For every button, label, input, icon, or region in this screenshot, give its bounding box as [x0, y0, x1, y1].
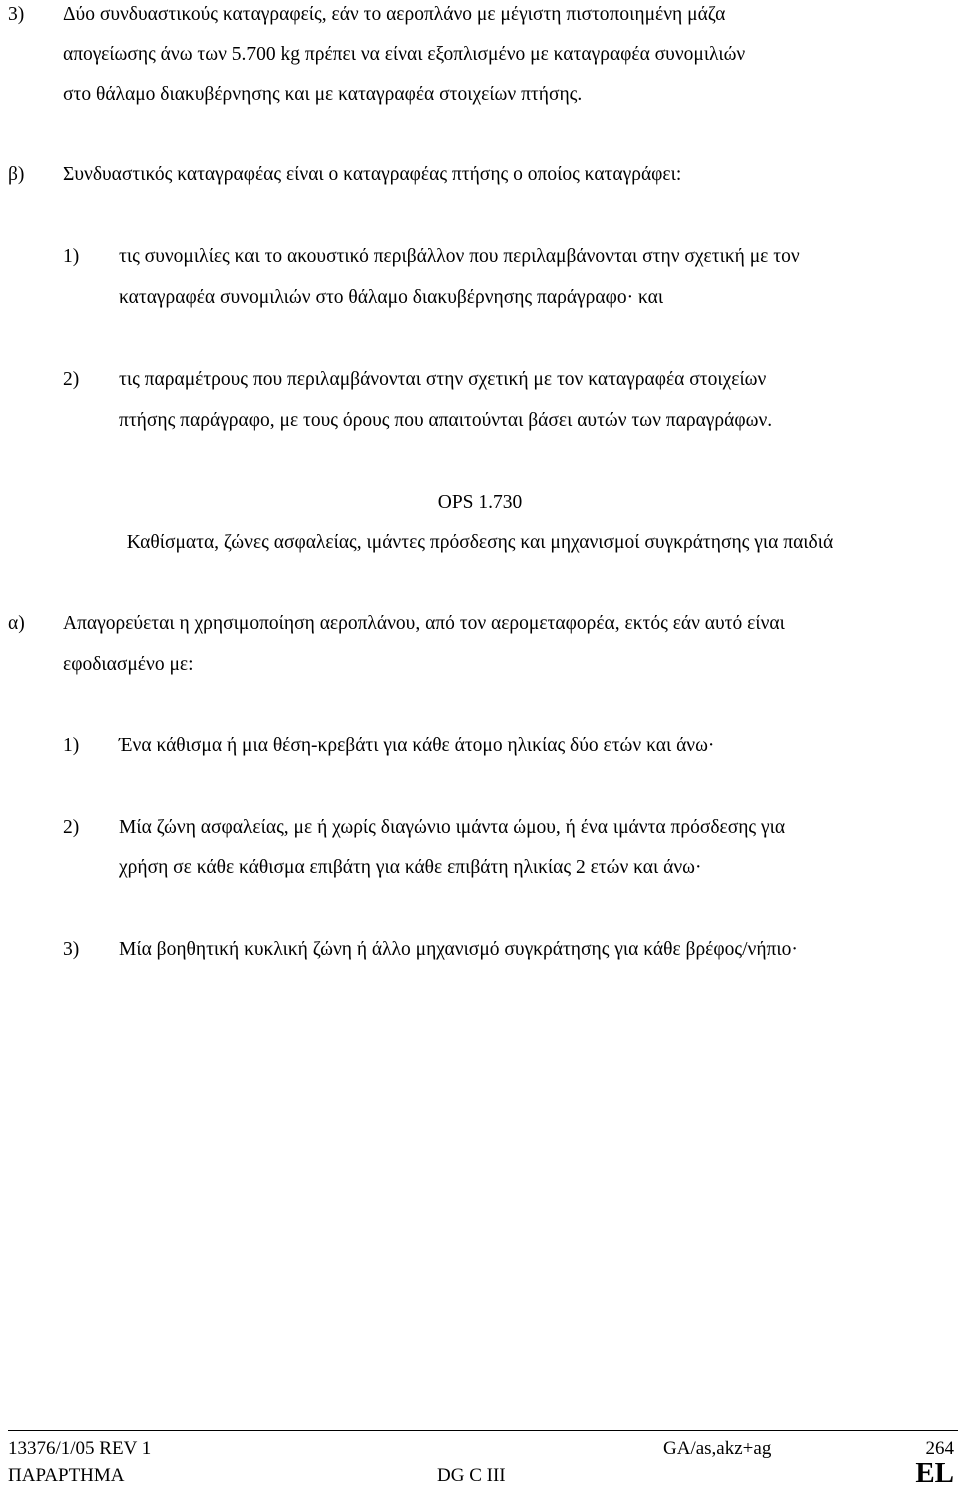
footer-page-number: 264: [925, 1438, 954, 1459]
item-label: 3): [8, 4, 25, 25]
footer-initials: GA/as,akz+ag: [663, 1438, 772, 1459]
paragraph-line: Συνδυαστικός καταγραφέας είναι ο καταγραφέας πτήσης ο οποίος καταγράφει:: [63, 164, 682, 185]
paragraph-line: Απαγορεύεται η χρησιμοποίηση αεροπλάνου, από τον αερομεταφορέα, εκτός εάν αυτό είναι: [63, 613, 785, 634]
paragraph-line: απογείωσης άνω των 5.700 kg πρέπει να είναι εξοπλισμένο με καταγραφέα συνομιλιών: [63, 44, 746, 65]
item-label: 2): [63, 369, 80, 390]
paragraph-line: Ένα κάθισμα ή μια θέση-κρεβάτι για κάθε άτομο ηλικίας δύο ετών και άνω·: [119, 735, 715, 756]
paragraph-line: Μία βοηθητική κυκλική ζώνη ή άλλο μηχανισμό συγκράτησης για κάθε βρέφος/νήπιο·: [119, 939, 798, 960]
paragraph-line: εφοδιασμένο με:: [63, 654, 194, 675]
item-label: 1): [63, 246, 80, 267]
paragraph-line: τις παραμέτρους που περιλαμβάνονται στην σχετική με τον καταγραφέα στοιχείων: [119, 369, 767, 390]
paragraph-line: Δύο συνδυαστικούς καταγραφείς, εάν το αεροπλάνο με μέγιστη πιστοποιημένη μάζα: [63, 4, 726, 25]
paragraph-line: καταγραφέα συνομιλιών στο θάλαμο διακυβέρνησης παράγραφο· και: [119, 287, 664, 308]
paragraph-line: Μία ζώνη ασφαλείας, με ή χωρίς διαγώνιο ιμάντα ώμου, ή ένα ιμάντα πρόσδεσης για: [119, 817, 786, 838]
paragraph-line: τις συνομιλίες και το ακουστικό περιβάλλον που περιλαμβάνονται στην σχετική με τον: [119, 246, 800, 267]
section-title: Καθίσματα, ζώνες ασφαλείας, ιμάντες πρόσδεσης και μηχανισμοί συγκράτησης για παιδιά: [126, 532, 834, 553]
footer-annex: ΠΑΡΑΡΤΗΜΑ: [8, 1465, 125, 1486]
footer-rule: [8, 1430, 958, 1431]
paragraph-line: χρήση σε κάθε κάθισμα επιβάτη για κάθε επιβάτη ηλικίας 2 ετών και άνω·: [119, 857, 702, 878]
item-label: α): [8, 613, 25, 634]
paragraph-line: πτήσης παράγραφο, με τους όρους που απαιτούνται βάσει αυτών των παραγράφων.: [119, 410, 773, 431]
footer-dg: DG C III: [437, 1465, 506, 1486]
item-label: 3): [63, 939, 80, 960]
item-label: β): [8, 164, 25, 185]
section-number: OPS 1.730: [437, 492, 523, 513]
item-label: 2): [63, 817, 80, 838]
footer-doc-ref: 13376/1/05 REV 1: [8, 1438, 152, 1459]
paragraph-line: στο θάλαμο διακυβέρνησης και με καταγραφέα στοιχείων πτήσης.: [63, 84, 583, 105]
footer-language: EL: [915, 1457, 954, 1489]
item-label: 1): [63, 735, 80, 756]
